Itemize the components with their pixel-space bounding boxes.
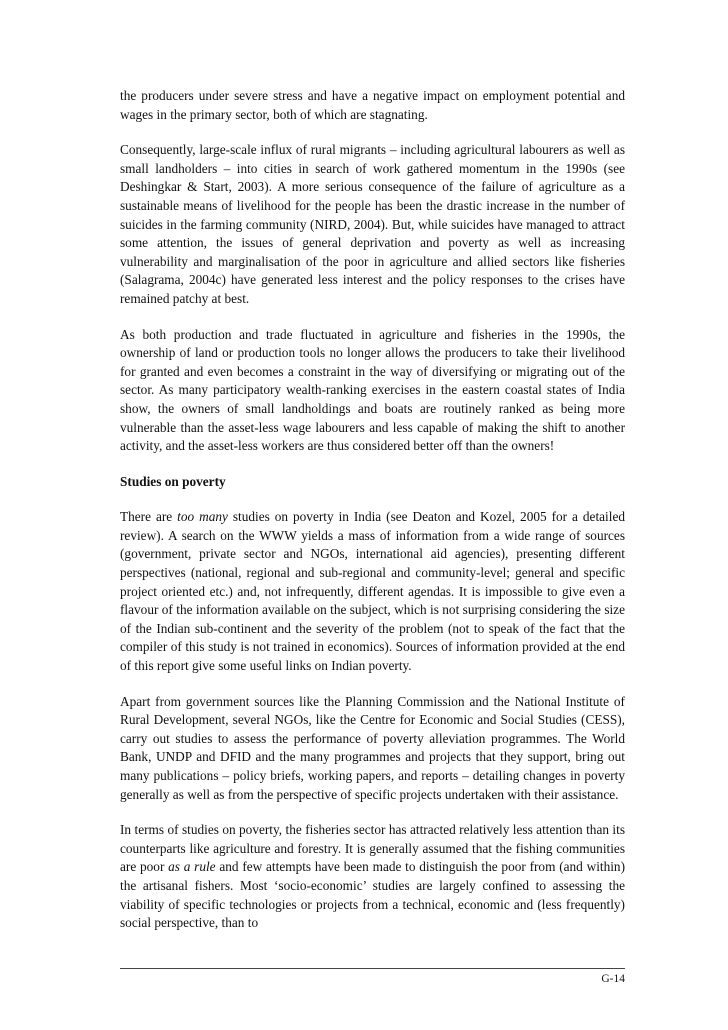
emphasis-text: as a rule [168,859,216,875]
text-run: studies on poverty in India (see Deaton and Kozel, 2005 for a detailed review). A search on the WWW yields a mass of information from a wide range of sources (government, private sector and NGOs, international aid agencies), presenting different perspectives (national, regional and sub-regional and community-level; general and specific project oriented etc.) and, not infrequently, different agendas. It is impossible to give even a flavour of the information available on the subject, which is not surprising considering the size of the Indian sub-continent and the severity of the problem (not to speak of the fact that the compiler of this study is not trained in economics). Sources of information provided at the end of this report give some useful links on Indian poverty. [120,509,625,674]
footer-divider [120,968,625,969]
page-body [120,87,625,933]
paragraph-ownership: As both production and trade fluctuated in agriculture and fisheries in the 1990s, the ownership of land or production tools no longer allows the producers to take their livelihood for granted and even becomes a constraint in the way of diversifying or migrating out of the sector. As many participatory wealth-ranking exercises in the eastern coastal states of India show, the owners of small landholdings and boats are routinely ranked as being more vulnerable than the asset-less wage labourers and less capable of making the shift to another activity, and the asset-less workers are thus considered better off than the owners! [120,326,625,454]
emphasis-text: too many [177,509,228,525]
paragraph-migration: Consequently, large-scale influx of rural migrants – including agricultural labourers as well as small landholders – into cities in search of work gathered momentum in the 1990s (see Deshingkar & Start, 2003). A more serious consequence of the failure of agriculture as a sustainable means of livelihood for the people has been the drastic increase in the number of suicides in the farming community (NIRD, 2004). But, while suicides have managed to attract some attention, the issues of general deprivation and poverty as well as increasing vulnerability and marginalisation of the poor in agriculture and allied sectors like fisheries (Salagrama, 2004c) have generated less interest and the policy responses to the crises have remained patchy at best. [120,142,625,306]
section-heading: Studies on poverty [120,473,226,489]
text-run: In terms of studies on poverty, the fisheries sector has attracted relatively less attention than its counterparts like agriculture and forestry. It is generally assumed that the fishing communities are poor [120,822,625,875]
text-run: There are [120,509,178,525]
paragraph-sources: Apart from government sources like the Planning Commission and the National Institute of Rural Development, several NGOs, like the Centre for Economic and Social Studies (CESS), carry out studies to assess the performance of poverty alleviation programmes. The World Bank, UNDP and DFID and the many programmes and projects that they support, bring out many publications – policy briefs, working papers, and reports – detailing changes in poverty generally as well as from the perspective of specific projects undertaken with their assistance. [120,693,625,802]
paragraph-studies [120,508,625,675]
paragraph-continuation: the producers under severe stress and have a negative impact on employment potential and wages in the primary sector, both of which are stagnating. [120,88,625,122]
text-run: and few attempts have been made to distinguish the poor from (and within) the artisanal fishers. Most ‘socio-economic’ studies are largely confined to assessing the viability of specific technologies or projects from a technical, economic and (less frequently) social perspective, than to [120,859,625,931]
paragraph-fisheries [120,821,625,933]
page-number: G-14 [601,973,625,985]
